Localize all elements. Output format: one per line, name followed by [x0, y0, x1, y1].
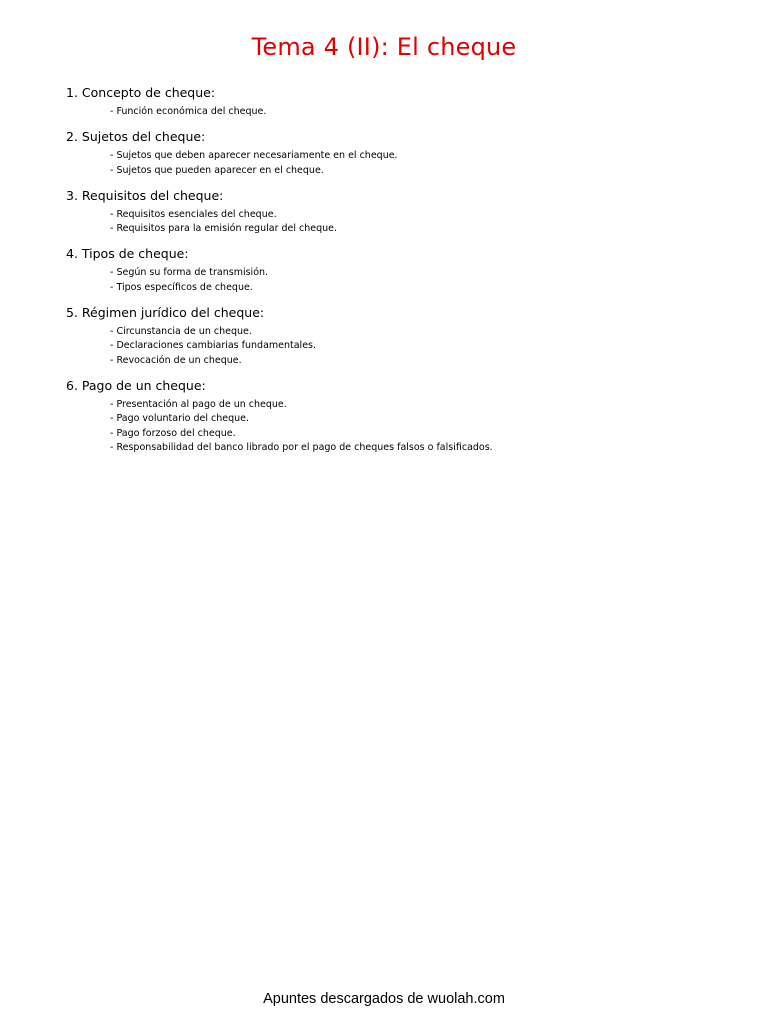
section-requisitos [66, 187, 726, 237]
list-item: - Función económica del cheque. [110, 106, 267, 117]
list-item: - Circunstancia de un cheque. [110, 326, 252, 338]
list-item: - Según su forma de transmisión. [110, 267, 269, 279]
section-heading: 6. Pago de un cheque: [66, 377, 206, 393]
page-title: Tema 4 (II): El cheque [251, 33, 517, 61]
section-heading: 5. Régimen jurídico del cheque: [66, 305, 265, 321]
list-item: - Tipos específicos de cheque. [110, 281, 253, 293]
section-items [66, 149, 726, 178]
footer-source-note: Apuntes descargados de wuolah.com [263, 991, 505, 1007]
list-item: - Declaraciones cambiarias fundamentales. [110, 340, 317, 352]
section-items [66, 325, 726, 368]
list-item: - Presentación al pago de un cheque. [110, 398, 287, 410]
section-items [66, 398, 726, 455]
list-item: - Requisitos esenciales del cheque. [110, 208, 277, 220]
list-item: - Pago voluntario del cheque. [110, 413, 250, 425]
section-pago [66, 377, 726, 455]
list-item: - Responsabilidad del banco librado por el pago de cheques falsos o falsificados. [110, 441, 493, 453]
section-items [66, 266, 726, 295]
section-regimen [66, 304, 726, 368]
list-item: - Pago forzoso del cheque. [110, 427, 236, 439]
list-item: - Sujetos que deben aparecer necesariamente en el cheque. [110, 150, 398, 162]
section-items [66, 105, 726, 119]
section-heading: 1. Concepto de cheque: [66, 85, 216, 100]
topic-outline [66, 84, 726, 464]
section-heading: 4. Tipos de cheque: [66, 246, 189, 262]
list-item: - Revocación de un cheque. [110, 354, 242, 366]
list-item: - Sujetos que pueden aparecer en el cheque. [110, 164, 324, 176]
section-heading: 2. Sujetos del cheque: [66, 129, 206, 145]
section-sujetos [66, 128, 726, 178]
section-items [66, 208, 726, 237]
section-concepto [66, 84, 726, 119]
list-item: - Requisitos para la emisión regular del cheque. [110, 223, 338, 235]
section-tipos [66, 245, 726, 295]
section-heading: 3. Requisitos del cheque: [66, 187, 224, 203]
